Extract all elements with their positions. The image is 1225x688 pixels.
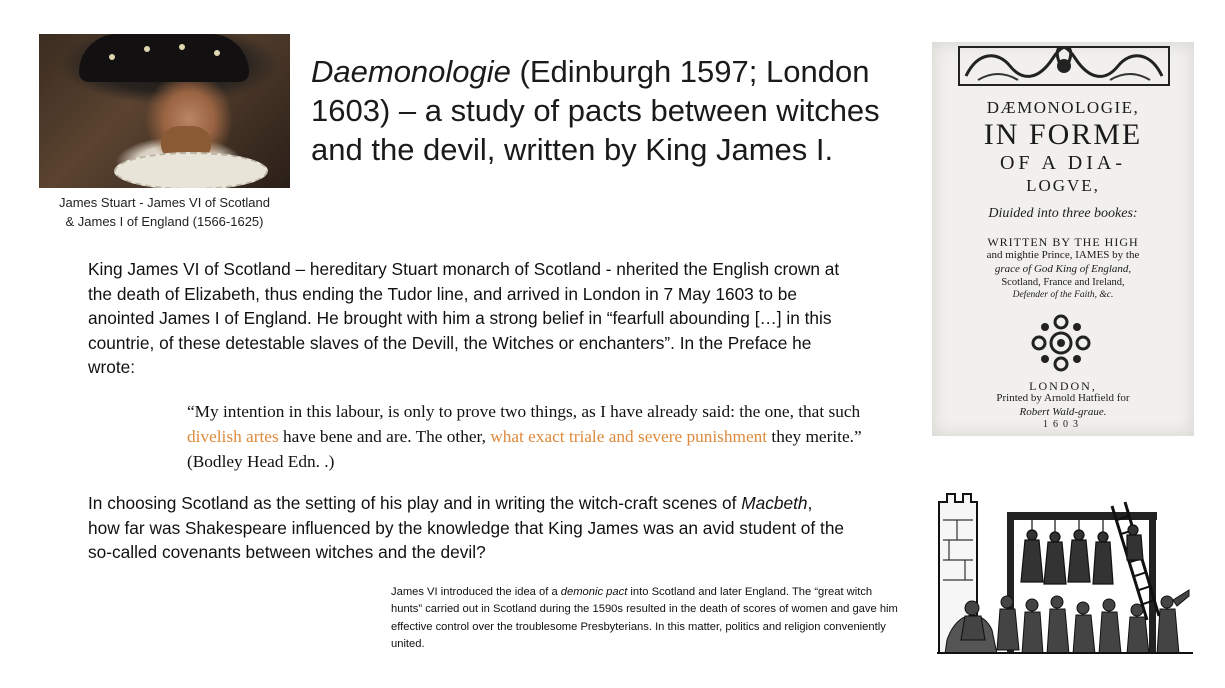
portrait-caption (40, 193, 289, 231)
portrait-hat (79, 34, 249, 82)
slide-title-italic: Daemonologie (311, 54, 511, 89)
question-part2: , how far was Shakespeare influenced by the knowledge that King James was an avid student of the so-called covenants between witches and the devil? (88, 493, 845, 563)
preface-quote (187, 400, 887, 474)
book-written1: WRITTEN BY THE HIGH (987, 235, 1139, 249)
quote-highlight-divelish-artes: divelish artes (187, 426, 279, 446)
quote-part1: “My intention in this labour, is only to prove two things, as I have already said: the one, that such (187, 402, 861, 421)
book-written3: grace of God King of England, (994, 263, 1132, 275)
book-title-page-image (932, 42, 1194, 436)
book-printer1: Printed by Arnold Hatfield for (996, 392, 1130, 404)
book-line1: IN FORME (983, 118, 1143, 151)
book-written2: and mightie Prince, IAMES by the (986, 249, 1140, 261)
witch-hanging-woodcut-image (937, 490, 1193, 654)
book-divided: Diuided into three bookes: (988, 206, 1138, 221)
book-written5: Defender of the Faith, &c. (1012, 290, 1114, 300)
fleuron-ornament (1030, 314, 1092, 372)
book-printer2: Robert Wald-graue. (1019, 406, 1107, 418)
book-title: DÆMONOLOGIE, (986, 98, 1140, 117)
slide-title-rest: (Edinburgh 1597; London 1603) – a study of pacts between witches and the devil, written by King James I. (311, 54, 880, 167)
slide-title (311, 52, 921, 169)
question-macbeth: Macbeth (741, 493, 808, 513)
hat-jewel (179, 44, 185, 50)
note-part2: into Scotland and later England. The “great witch hunts” carried out in Scotland during the 1590s resulted in the death of scores of women and gave him effective control over the troublesome Presbyterians. In this matter, politics and religion conveniently united. (391, 586, 898, 650)
hat-jewel (214, 50, 220, 56)
question-part1: In choosing Scotland as the setting of his play and in writing the witch-craft scenes of (88, 493, 742, 513)
note-part1: James VI introduced the idea of a (391, 586, 561, 598)
hat-jewel (144, 46, 150, 52)
book-year: 1603 (1043, 419, 1083, 430)
portrait-ruff (114, 152, 268, 188)
intro-paragraph: King James VI of Scotland – hereditary Stuart monarch of Scotland - nherited the English crown at the death of Elizabeth, thus ending the Tudor line, and arrived in London in 7 May 1603 to be anointed James I of England. He brought with him a strong belief in “fearfull abounding […] in this countrie, of these detestable slaves of the Devill, the Witches or enchanters”. In the Preface he wrote: (88, 259, 840, 377)
headpiece-ornament (958, 46, 1170, 86)
quote-part2: have bene and are. The other, (278, 426, 491, 446)
quote-part3: they merite.” (Bodley Head Edn. .) (187, 426, 862, 471)
hat-jewel (109, 54, 115, 60)
book-line3: LOGVE, (1026, 176, 1100, 195)
book-line2: OF A DIA- (999, 152, 1126, 174)
book-written4: Scotland, France and Ireland, (1001, 277, 1125, 288)
note-demonic-pact: demonic pact (560, 586, 628, 598)
portrait-caption-line1: James Stuart - James VI of Scotland (59, 195, 270, 210)
question-paragraph (88, 491, 848, 565)
portrait-image (39, 34, 290, 188)
footnote-paragraph (391, 584, 901, 653)
book-city: LONDON, (1029, 379, 1097, 393)
portrait-caption-line2: & James I of England (1566-1625) (65, 214, 264, 229)
quote-highlight-triale: what exact triale and severe punishment (490, 426, 768, 446)
